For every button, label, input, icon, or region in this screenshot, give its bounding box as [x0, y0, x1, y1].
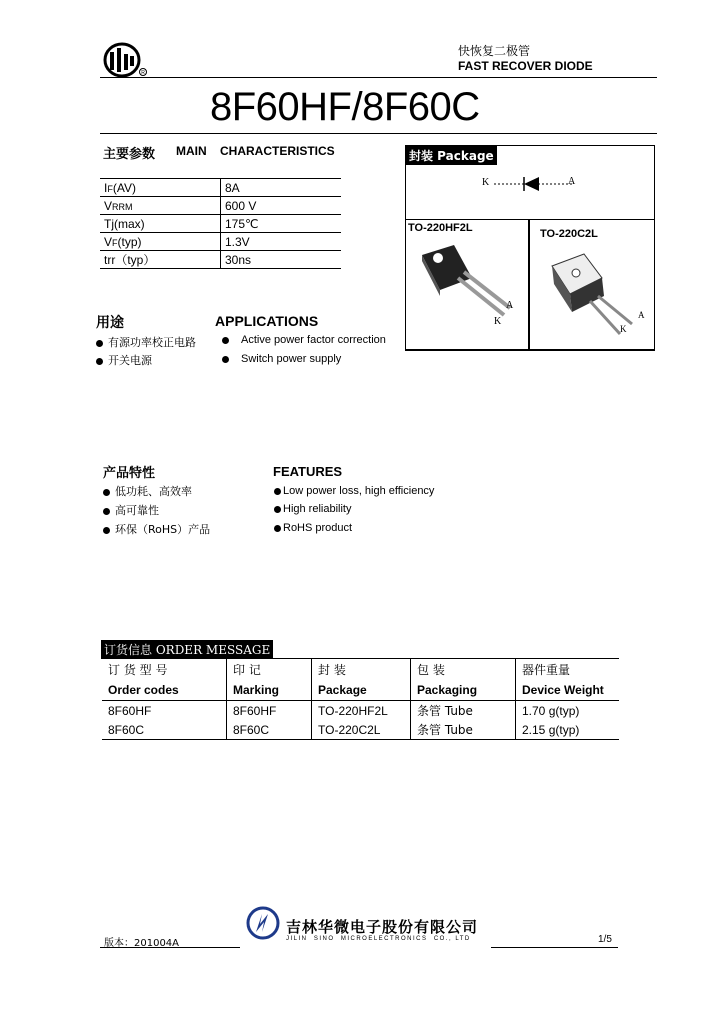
characteristics-table — [100, 178, 341, 269]
footer-version: 版本：201004A — [104, 938, 180, 949]
diode-a-label: A — [568, 176, 576, 187]
list-item: 开关电源 — [96, 352, 152, 368]
list-item: 有源功率校正电路 — [96, 334, 196, 350]
to220hf2l-image — [414, 240, 524, 335]
applications-heading-en: APPLICATIONS — [215, 313, 319, 329]
package-label: 封装 Package — [406, 146, 497, 165]
table-row: Tj(max) 175℃ — [100, 215, 341, 233]
table-row: 订 货 型 号 印 记 封 装 包 装 器件重量 — [102, 659, 619, 679]
svg-text:R: R — [141, 70, 145, 76]
list-item: Switch power supply — [222, 353, 341, 365]
features-heading-cn: 产品特性 — [103, 466, 156, 481]
part-number-title: 8F60HF/8F60C — [210, 85, 480, 129]
header-cn-title: 快恢复二极管 — [458, 44, 531, 58]
diode-k-label: K — [482, 177, 490, 188]
company-logo — [102, 42, 148, 78]
footer-logo — [246, 906, 280, 940]
main-heading-cn: 主要参数 — [103, 147, 156, 162]
list-item: 高可靠性 — [103, 502, 159, 518]
table-row: VF(typ) 1.3V — [100, 233, 341, 251]
left-a-label: A — [506, 300, 514, 311]
header-en-title: FAST RECOVER DIODE — [458, 59, 593, 73]
package-left — [405, 219, 529, 351]
package-left-name: TO-220HF2L — [408, 222, 473, 234]
order-table — [102, 659, 619, 740]
table-row: VRRM 600 V — [100, 197, 341, 215]
order-label: 订货信息 ORDER MESSAGE — [101, 640, 273, 659]
table-row: trr（typ） 30ns — [100, 251, 341, 269]
list-item: Low power loss, high efficiency — [274, 485, 434, 497]
package-right-name: TO-220C2L — [540, 228, 598, 240]
footer-page: 1/5 — [598, 934, 612, 945]
footer-company-en: JILIN SINO MICROELECTRONICS CO., LTD — [286, 936, 471, 942]
features-heading-en: FEATURES — [273, 464, 343, 479]
list-item: 环保（RoHS）产品 — [103, 521, 210, 537]
list-item: RoHS product — [274, 522, 352, 534]
footer-company-cn: 吉林华微电子股份有限公司 — [286, 918, 479, 936]
package-right — [529, 219, 655, 351]
left-k-label: K — [494, 316, 502, 327]
right-k-label: K — [620, 324, 627, 334]
table-row: Order codes Marking Package Packaging Device Weight — [102, 679, 619, 701]
right-a-label: A — [638, 310, 645, 320]
table-row: 8F60HF 8F60HF TO-220HF2L 条管 Tube 1.70 g(typ) — [102, 701, 619, 721]
applications-heading-cn: 用途 — [96, 315, 124, 331]
list-item: 低功耗、高效率 — [103, 483, 192, 499]
list-item: High reliability — [274, 503, 351, 515]
to220c2l-image — [542, 246, 652, 336]
list-item: Active power factor correction — [222, 334, 386, 346]
package-box — [405, 145, 655, 350]
table-row: 8F60C 8F60C TO-220C2L 条管 Tube 2.15 g(typ) — [102, 720, 619, 740]
main-heading-en: MAIN CHARACTERISTICS — [176, 144, 335, 158]
table-row: IF(AV) 8A — [100, 179, 341, 197]
